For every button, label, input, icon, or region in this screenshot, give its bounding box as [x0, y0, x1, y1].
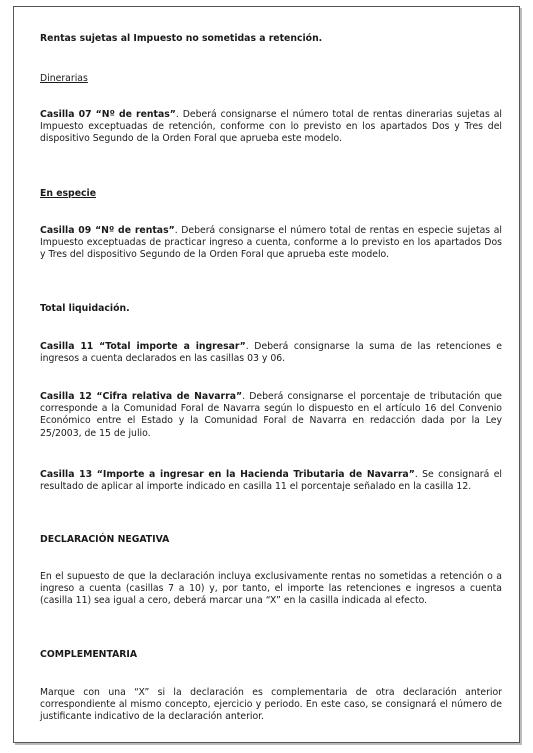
casilla-09-label: Casilla 09 “Nº de rentas”	[40, 225, 175, 236]
paragraph-casilla-12	[40, 391, 502, 440]
paragraph-casilla-13	[40, 469, 502, 493]
casilla-07-label: Casilla 07 “Nº de rentas”	[40, 109, 176, 120]
subheading-especie: En especie	[40, 188, 97, 199]
document-page	[13, 6, 520, 743]
total-liquidacion-title: Total liquidación.	[40, 303, 130, 314]
complementaria-title: COMPLEMENTARIA	[40, 649, 138, 660]
casilla-07-text: . Deberá consignarse el número total de rentas dinerarias sujetas al Impuesto exceptuadas de retención, conforme con lo previsto en los apartados Dos y Tres del dispositivo Segundo de la Orden Foral que aprueba este modelo.	[40, 109, 502, 145]
paragraph-casilla-07	[40, 109, 502, 146]
subheading-dinerarias: Dinerarias	[40, 73, 88, 84]
casilla-09-text: . Deberá consignarse el número total de rentas en especie sujetas al Impuesto exceptuadas de practicar ingreso a cuenta, conforme a lo previsto en los apartados Dos y Tres del dispositivo Segundo de la Orden Foral que aprueba este modelo.	[40, 225, 502, 261]
casilla-12-text: . Deberá consignarse el porcentaje de tributación que corresponde a la Comunidad Foral de Navarra según lo dispuesto en el artículo 16 del Convenio Económico entre el Estado y la Comunidad Foral de Navarra en redacción dada por la Ley 25/2003, de 15 de julio.	[40, 391, 502, 439]
paragraph-complementaria: Marque con una “X” si la declaración es complementaria de otra declaración anterior correspondiente al mismo concepto, ejercicio y periodo. En este caso, se consignará el número de justificante indicativo de la declaración anterior.	[40, 687, 502, 723]
declaracion-negativa-title: DECLARACIÓN NEGATIVA	[40, 534, 170, 545]
casilla-13-label: Casilla 13 “Importe a ingresar en la Hacienda Tributaria de Navarra”	[40, 469, 415, 480]
paragraph-casilla-09	[40, 225, 502, 262]
section-title: Rentas sujetas al Impuesto no sometidas a retención.	[40, 33, 323, 44]
casilla-12-label: Casilla 12 “Cifra relativa de Navarra”	[40, 391, 243, 402]
casilla-11-label: Casilla 11 “Total importe a ingresar”	[40, 341, 246, 352]
casilla-13-text: . Se consignará el resultado de aplicar al importe indicado en casilla 11 el porcentaje señalado en la casilla 12.	[40, 469, 502, 493]
paragraph-casilla-11	[40, 341, 502, 365]
casilla-11-text: . Deberá consignarse la suma de las retenciones e ingresos a cuenta declarados en las casillas 03 y 06.	[40, 341, 502, 365]
paragraph-declaracion-negativa: En el supuesto de que la declaración incluya exclusivamente rentas no sometidas a retención o a ingreso a cuenta (casillas 7 a 10) y, por tanto, el importe las retenciones e ingresos a cuenta (casilla 11) sea igual a cero, deberá marcar una “X” en la casilla indicada al efecto.	[40, 571, 502, 607]
